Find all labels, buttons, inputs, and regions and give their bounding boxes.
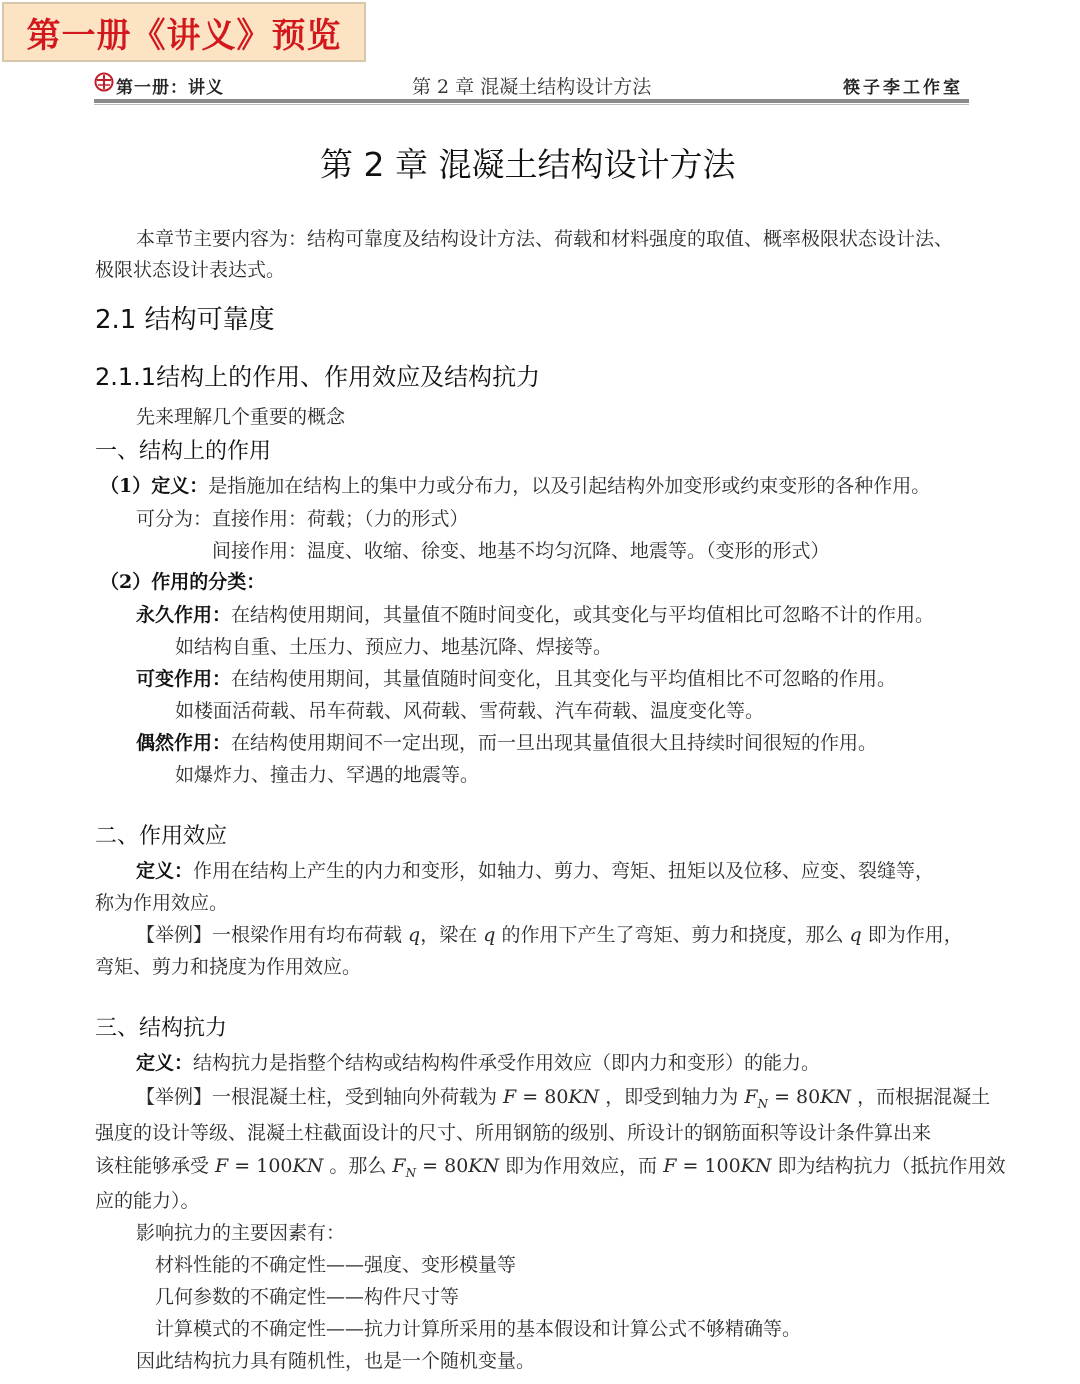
load-q-symbol: q xyxy=(849,924,862,946)
intro-line-1: 本章节主要内容为：结构可靠度及结构设计方法、荷载和材料强度的取值、概率极限状态设计法、 xyxy=(136,228,954,250)
studio-logo-icon xyxy=(94,72,114,92)
permanent-label: 永久作用： xyxy=(136,604,232,626)
header-rule xyxy=(94,99,969,103)
part2-example-c: 的作用下产生了弯矩、剪力和挠度，那么 xyxy=(495,924,850,946)
part3-ex1-b: ，即受到轴力为 xyxy=(599,1086,745,1108)
part3-heading: 三、结构抗力 xyxy=(95,1016,228,1041)
force-F-symbol: F xyxy=(744,1086,758,1108)
accidental-label: 偶然作用： xyxy=(136,732,232,754)
part2-example-b: ，梁在 xyxy=(420,924,484,946)
factors-intro: 影响抗力的主要因素有： xyxy=(136,1222,346,1244)
unit-KN: KN xyxy=(820,1086,852,1108)
part1-definition xyxy=(100,474,930,498)
part3-def-text: 结构抗力是指整个结构或结构构件承受作用效应（即内力和变形）的能力。 xyxy=(193,1052,821,1074)
intro-line-2: 极限状态设计表达式。 xyxy=(95,259,286,281)
force-F-symbol: F xyxy=(215,1155,229,1177)
part1-def-text: 是指施加在结构上的集中力或分布力，以及引起结构外加变形或约束变形的各种作用。 xyxy=(208,475,931,497)
subscript-N: N xyxy=(757,1096,769,1111)
part2-example-d: 即为作用， xyxy=(861,924,963,946)
part1-split-line-1: 可分为：直接作用：荷载；（力的形式） xyxy=(136,508,469,530)
part3-ex1-c: ，而根据混凝土 xyxy=(851,1086,991,1108)
part3-example-line-1 xyxy=(136,1085,990,1116)
variable-example: 如楼面活荷载、吊车荷载、风荷载、雪荷载、汽车荷载、温度变化等。 xyxy=(175,700,765,722)
header-studio: 筷子李工作室 xyxy=(843,78,963,98)
permanent-example: 如结构自重、土压力、预应力、地基沉降、焊接等。 xyxy=(175,636,613,658)
part2-example-line-2: 弯矩、剪力和挠度为作用效应。 xyxy=(95,956,362,978)
part3-ex3-b: 。那么 xyxy=(323,1155,393,1177)
chapter-title: 第 2 章 混凝土结构设计方法 xyxy=(320,145,736,184)
value-80: = 80 xyxy=(768,1086,821,1108)
unit-KN: KN xyxy=(468,1155,500,1177)
force-F-symbol: F xyxy=(663,1155,677,1177)
permanent-text: 在结构使用期间，其量值不随时间变化，或其变化与平均值相比可忽略不计的作用。 xyxy=(231,604,935,626)
conclusion: 因此结构抗力具有随机性，也是一个随机变量。 xyxy=(136,1350,536,1372)
section-2-1-heading: 2.1 结构可靠度 xyxy=(95,305,275,335)
part1-heading: 一、结构上的作用 xyxy=(95,439,272,464)
part3-ex3-d: 即为结构抗力（抵抗作用效 xyxy=(771,1155,1006,1177)
part2-example xyxy=(136,923,963,947)
factor-geometry: 几何参数的不确定性——构件尺寸等 xyxy=(155,1286,460,1308)
subscript-N: N xyxy=(405,1165,417,1180)
header-chapter: 第 2 章 混凝土结构设计方法 xyxy=(412,76,652,98)
factor-calculation: 计算模式的不确定性——抗力计算所采用的基本假设和计算公式不够精确等。 xyxy=(155,1318,802,1340)
unit-KN: KN xyxy=(292,1155,324,1177)
header-rule-thin xyxy=(94,104,969,105)
part2-def-line-2: 称为作用效应。 xyxy=(95,892,229,914)
banner-title: 第一册《讲义》预览 xyxy=(26,15,342,56)
variable-label: 可变作用： xyxy=(136,668,232,690)
part2-definition xyxy=(136,859,934,883)
part1-def-label: （1）定义： xyxy=(100,475,209,497)
part2-heading: 二、作用效应 xyxy=(95,824,228,849)
value-100: = 100 xyxy=(676,1155,741,1177)
page-header xyxy=(94,72,969,98)
variable-text: 在结构使用期间，其量值随时间变化，且其变化与平均值相比不可忽略的作用。 xyxy=(231,668,897,690)
part1-split-line-2: 间接作用：温度、收缩、徐变、地基不均匀沉降、地震等。（变形的形式） xyxy=(212,540,830,562)
part3-ex1-a: 【举例】一根混凝土柱，受到轴向外荷载为 xyxy=(136,1086,504,1108)
part3-ex3-c: 即为作用效应，而 xyxy=(499,1155,664,1177)
load-q-symbol: q xyxy=(408,924,421,946)
force-F-symbol: F xyxy=(503,1086,517,1108)
part3-def-label: 定义： xyxy=(136,1052,194,1074)
force-F-symbol: F xyxy=(392,1155,406,1177)
value-80: = 80 xyxy=(416,1155,469,1177)
part3-example-line-2: 强度的设计等级、混凝土柱截面设计的尺寸、所用钢筋的级别、所设计的钢筋面积等设计条件算出来 xyxy=(95,1122,932,1144)
header-volume: 第一册：讲义 xyxy=(116,78,224,98)
accidental-example: 如爆炸力、撞击力、罕遇的地震等。 xyxy=(175,764,480,786)
unit-KN: KN xyxy=(568,1086,600,1108)
part3-example-line-4: 应的能力）。 xyxy=(95,1190,200,1212)
accidental-action xyxy=(136,731,877,755)
preview-banner xyxy=(2,2,366,62)
variable-action xyxy=(136,667,896,691)
part2-example-a: 【举例】一根梁作用有均布荷载 xyxy=(136,924,409,946)
concepts-intro: 先来理解几个重要的概念 xyxy=(136,406,346,428)
section-2-1-1-heading: 2.1.1结构上的作用、作用效应及结构抗力 xyxy=(95,363,541,391)
unit-KN: KN xyxy=(740,1155,772,1177)
permanent-action xyxy=(136,603,934,627)
part3-ex3-a: 该柱能够承受 xyxy=(95,1155,216,1177)
part1-class-label: （2）作用的分类： xyxy=(100,571,266,593)
accidental-text: 在结构使用期间不一定出现，而一旦出现其量值很大且持续时间很短的作用。 xyxy=(231,732,878,754)
load-q-symbol: q xyxy=(483,924,496,946)
value-80: = 80 xyxy=(516,1086,569,1108)
value-100: = 100 xyxy=(228,1155,293,1177)
part3-definition xyxy=(136,1051,820,1075)
part2-def-label: 定义： xyxy=(136,860,194,882)
part3-example-line-3 xyxy=(95,1154,1006,1185)
factor-material: 材料性能的不确定性——强度、变形模量等 xyxy=(155,1254,517,1276)
part2-def-text: 作用在结构上产生的内力和变形，如轴力、剪力、弯矩、扭矩以及位移、应变、裂缝等， xyxy=(193,860,935,882)
